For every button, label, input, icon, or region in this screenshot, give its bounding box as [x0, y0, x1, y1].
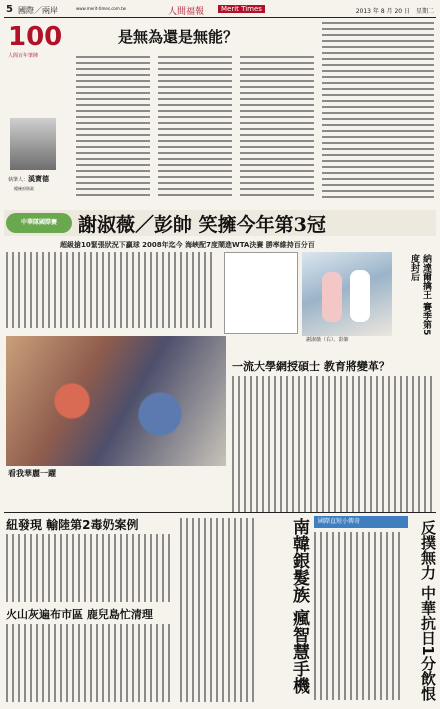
- crowd-caption-title: 看我華麗一躍: [8, 469, 56, 478]
- bird-flu-text-lines: [6, 534, 176, 604]
- mini-section-text-lines: [314, 532, 404, 702]
- side-headline-1: 納達爾擒王: [421, 254, 431, 299]
- column-body: [76, 56, 314, 206]
- mid-rule: [4, 512, 436, 513]
- website-label: www.merit-times.com.tw: [76, 6, 126, 11]
- right-column-text-lines: [322, 22, 434, 208]
- author-name: 溪寶德: [28, 175, 50, 183]
- column-text-lines: [76, 56, 314, 206]
- side-headline-2: 賽季第5度封后: [409, 254, 431, 336]
- player-figure-left: [322, 272, 342, 322]
- sports-headline: 謝淑薇／彭帥 笑擁今年第3冠: [78, 214, 326, 236]
- university-text-lines: [232, 376, 432, 514]
- author-photo: [10, 118, 56, 170]
- masthead-logo: 人間福報: [168, 7, 205, 17]
- author-role: 總統府資政: [14, 186, 34, 191]
- bird-flu-headline: 紐發現 輸陸第2毒奶案例: [6, 518, 139, 532]
- hundred-year-logo-icon: 100: [8, 22, 63, 52]
- column-brand: 人間百年筆陣: [8, 53, 39, 59]
- right-headline: 反撲無力 中華抗日1分飲恨: [419, 520, 437, 701]
- mini-section-body: [314, 532, 404, 702]
- side-headline: [396, 254, 432, 344]
- side-news-box: [224, 252, 298, 334]
- university-body: [232, 376, 432, 514]
- university-headline: 一流大學網授碩士 教育將變革？: [232, 360, 390, 373]
- author-byline: [8, 174, 49, 184]
- column-title: 是無為還是無能？: [118, 28, 239, 46]
- bird-flu-body: [6, 534, 176, 604]
- page-header: [6, 4, 434, 16]
- masthead-logo-en: Merit Times: [218, 5, 265, 13]
- korea-body: [180, 518, 260, 704]
- header-rule: [4, 17, 436, 18]
- crowd-photo: [6, 336, 226, 466]
- mini-section-label: 國際直短小傳奇: [314, 516, 408, 528]
- right-column-text: [322, 22, 434, 208]
- sports-tag: 中華隊國際賽: [6, 213, 72, 233]
- korea-text-lines: [180, 518, 260, 704]
- sports-text-lines: [6, 252, 216, 330]
- player-figure-right: [350, 270, 370, 322]
- issue-date: 2013 年 8 月 20 日 星期二: [355, 8, 434, 15]
- sports-band: [4, 210, 436, 236]
- sports-body: [6, 252, 216, 330]
- section-label: 國際／兩岸: [18, 6, 58, 15]
- page-number: 5: [6, 4, 13, 15]
- tennis-caption: 謝淑薇（右）、彭帥: [306, 337, 349, 343]
- sports-subhead: 超級搶10緊張狀況下贏球 2008年迄今 海峽配7度鬧進WTA決賽 勝率維持百分百: [60, 241, 315, 249]
- column-logo: [8, 22, 72, 64]
- tennis-photo: [302, 252, 392, 336]
- volcano-text-lines: [6, 624, 176, 704]
- volcano-headline: 火山灰遍布市區 鹿兒島忙清理: [6, 608, 153, 621]
- author-label: 執筆人：: [8, 177, 29, 183]
- volcano-body: [6, 624, 176, 704]
- korea-headline: 南韓銀髮族 瘋智慧手機: [289, 518, 309, 694]
